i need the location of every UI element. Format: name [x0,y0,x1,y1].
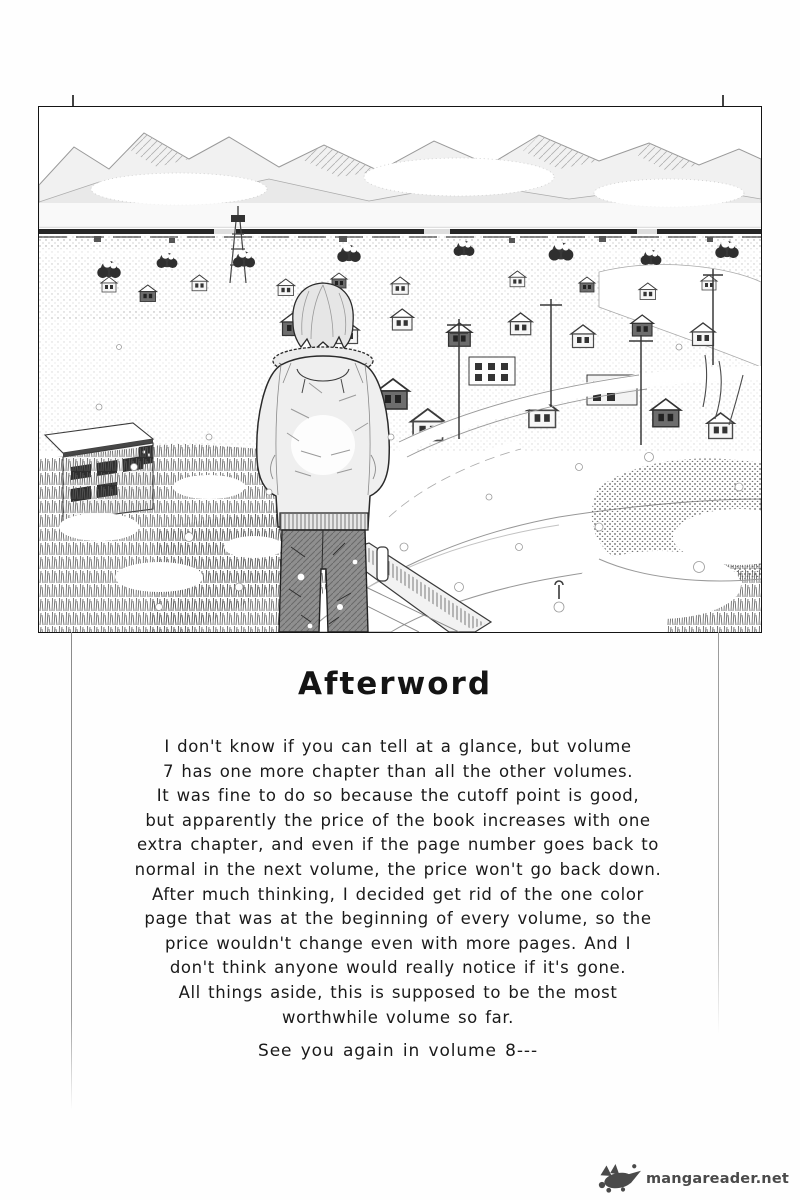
afterword-line: 7 has one more chapter than all the other volumes. [162,761,634,781]
town-buildings [39,240,761,457]
trim-tick-left [72,95,74,106]
afterword-line: but apparently the price of the book increases with one [145,810,651,830]
afterword-line: don't think anyone would really notice if it's gone. [169,958,627,978]
afterword-title: Afterword [297,666,493,702]
snowy-town-overlook-illustration [39,107,761,632]
watermark [597,1164,789,1194]
afterword-body [52,735,744,1030]
afterword-line: normal in the next volume, the price won't go back down. [134,859,662,879]
afterword-line: page that was at the beginning of every volume, so the [144,909,652,929]
afterword-line: All things aside, this is supposed to be the most [178,982,618,1002]
afterword-line: After much thinking, I decided get rid of the one color [152,884,644,904]
trim-tick-right [722,95,724,106]
afterword-line: It was fine to do so because the cutoff point is good, [156,786,640,806]
figure-jacket [257,356,390,530]
illustration-panel [38,106,762,633]
figure-head [293,283,353,351]
afterword-line: I don't know if you can tell at a glance, but volume [164,737,632,756]
afterword-line: worthwhile volume so far. [281,1007,515,1027]
closing-line: See you again in volume 8--- [258,1041,538,1061]
afterword-line: price wouldn't change even with more pages. And I [164,933,632,953]
afterword-line: extra chapter, and even if the page number goes back to [137,835,659,855]
watermark-text: mangareader.net [645,1171,789,1187]
mangareader-mascot-icon [597,1164,643,1194]
